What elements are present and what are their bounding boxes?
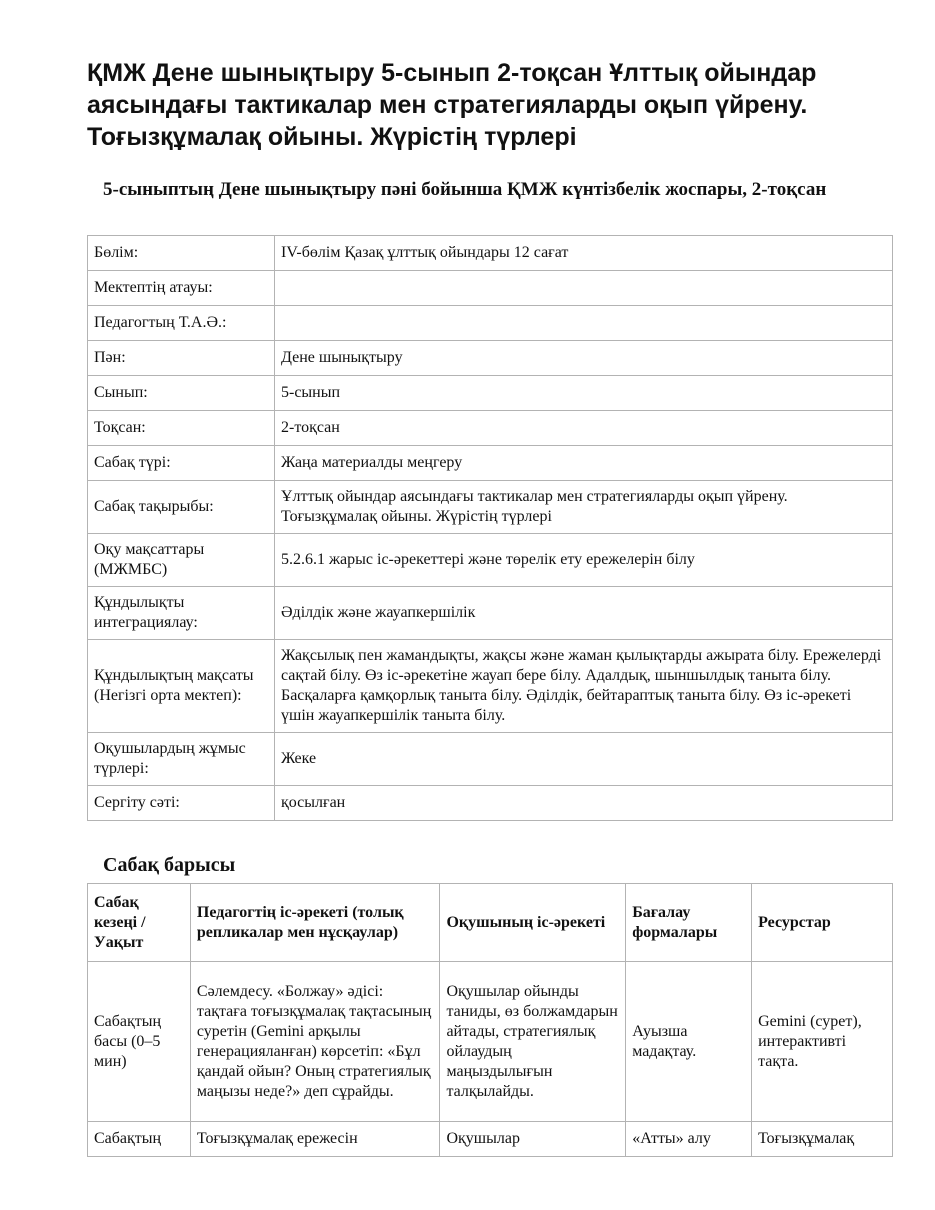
column-header-stage: Сабақ кезеңі / Уақыт [88, 884, 191, 962]
column-header-student: Оқушының іс-әрекеті [440, 884, 626, 962]
student-cell: Оқушылар [440, 1122, 626, 1157]
table-row [88, 1122, 893, 1157]
info-label: Педагогтың Т.А.Ә.: [88, 306, 275, 341]
info-label: Бөлім: [88, 236, 275, 271]
info-label: Құндылықтың мақсаты (Негізгі орта мектеп): [88, 640, 275, 733]
teacher-cell: Тоғызқұмалақ ережесін [190, 1122, 440, 1157]
info-value: Жаңа материалды меңгеру [275, 446, 893, 481]
info-label: Оқушылардың жұмыс түрлері: [88, 733, 275, 786]
lesson-flow-heading: Сабақ барысы [103, 854, 236, 876]
info-value: Ұлттық ойындар аясындағы тактикалар мен стратегияларды оқып үйрену. Тоғызқұмалақ ойыны. Жүрістің түрлері [275, 481, 893, 534]
table-row [88, 341, 893, 376]
info-value: Жеке [275, 733, 893, 786]
info-value [275, 306, 893, 341]
info-label: Сабақ түрі: [88, 446, 275, 481]
column-header-assessment: Бағалау формалары [626, 884, 752, 962]
table-row [88, 481, 893, 534]
table-row [88, 962, 893, 1122]
info-value: 5.2.6.1 жарыс іс-әрекеттері және төрелік ету ережелерін білу [275, 534, 893, 587]
info-value: IV-бөлім Қазақ ұлттық ойындары 12 сағат [275, 236, 893, 271]
info-label: Тоқсан: [88, 411, 275, 446]
resources-cell: Тоғызқұмалақ [752, 1122, 893, 1157]
table-row [88, 446, 893, 481]
student-cell: Оқушылар ойынды таниды, өз болжамдарын айтады, стратегиялық ойлаудың маңыздылығын талқылайды. [440, 962, 626, 1122]
lesson-flow-table [87, 883, 893, 1157]
info-value: 2-тоқсан [275, 411, 893, 446]
info-label: Сабақ тақырыбы: [88, 481, 275, 534]
info-label: Мектептің атауы: [88, 271, 275, 306]
info-value: 5-сынып [275, 376, 893, 411]
plan-heading: 5-сыныптың Дене шынықтыру пәні бойынша ҚМЖ күнтізбелік жоспары, 2-тоқсан [103, 179, 827, 200]
table-row [88, 786, 893, 821]
assessment-cell: Ауызша мадақтау. [626, 962, 752, 1122]
stage-cell: Сабақтың басы (0–5 мин) [88, 962, 191, 1122]
table-row [88, 236, 893, 271]
stage-cell: Сабақтың [88, 1122, 191, 1157]
document-title: ҚМЖ Дене шынықтыру 5-сынып 2-тоқсан Ұлттық ойындар аясындағы тактикалар мен стратегияларды оқып үйрену. Тоғызқұмалақ ойыны. Жүрістің түрлері [87, 59, 817, 151]
info-value: Дене шынықтыру [275, 341, 893, 376]
table-row [88, 271, 893, 306]
table-row [88, 733, 893, 786]
assessment-cell: «Атты» алу [626, 1122, 752, 1157]
info-label: Пән: [88, 341, 275, 376]
table-row [88, 411, 893, 446]
table-row [88, 534, 893, 587]
column-header-resources: Ресурстар [752, 884, 893, 962]
info-label: Құндылықты интеграциялау: [88, 587, 275, 640]
info-label: Сергіту сәті: [88, 786, 275, 821]
table-row [88, 306, 893, 341]
resources-cell: Gemini (сурет), интерактивті тақта. [752, 962, 893, 1122]
info-value: Әділдік және жауапкершілік [275, 587, 893, 640]
info-label: Сынып: [88, 376, 275, 411]
table-row [88, 587, 893, 640]
table-header-row [88, 884, 893, 962]
table-row [88, 376, 893, 411]
info-value: қосылған [275, 786, 893, 821]
info-label: Оқу мақсаттары (МЖМБС) [88, 534, 275, 587]
teacher-cell: Сәлемдесу. «Болжау» әдісі: тақтаға тоғызқұмалақ тақтасының суретін (Gemini арқылы генерацияланған) көрсетіп: «Бұл қандай ойын? Оның стратегиялық маңызы неде?» деп сұрайды. [190, 962, 440, 1122]
column-header-teacher: Педагогтің іс-әрекеті (толық репликалар мен нұсқаулар) [190, 884, 440, 962]
info-value [275, 271, 893, 306]
lesson-info-table [87, 235, 893, 821]
table-row [88, 640, 893, 733]
info-value: Жақсылық пен жамандықты, жақсы және жаман қылықтарды ажырата білу. Ережелерді сақтай білу. Өз іс-әрекетіне жауап бере білу. Адалдық, шыншылдық таныта білу. Басқаларға қамқорлық таныта білу. Әділдік, бейтараптық таныта білу. Өз іс-әрекеті үшін жауапкершілік таныта білу. [275, 640, 893, 733]
